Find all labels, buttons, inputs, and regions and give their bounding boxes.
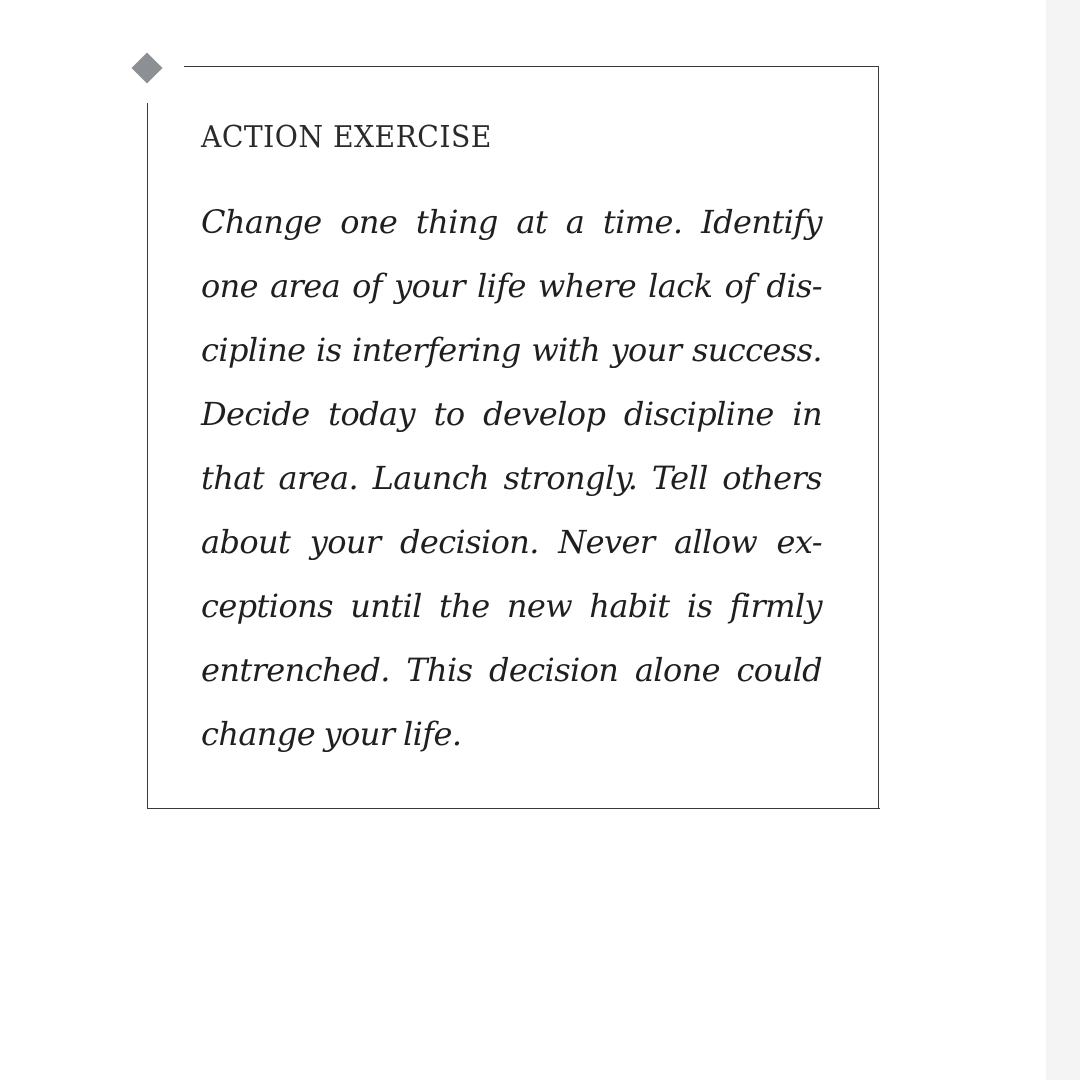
exercise-body-text: Change one thing at a time. Identify one area of your life where lack of dis-cipline is interfering with your success. Decide today to develop discipline in that area. Launch strongly. Tell others about your decision. Never allow ex-ceptions until the new habit is firmly entrenched. This decision alone could change your life. xyxy=(201,203,822,753)
frame-bottom-rule xyxy=(147,808,880,809)
page-edge-gutter xyxy=(1046,0,1080,1080)
frame-top-rule xyxy=(184,66,879,67)
frame-left-rule xyxy=(147,103,148,809)
exercise-heading: ACTION EXERCISE xyxy=(201,120,492,155)
frame-right-rule xyxy=(878,66,879,809)
diamond-ornament-icon xyxy=(131,52,162,83)
